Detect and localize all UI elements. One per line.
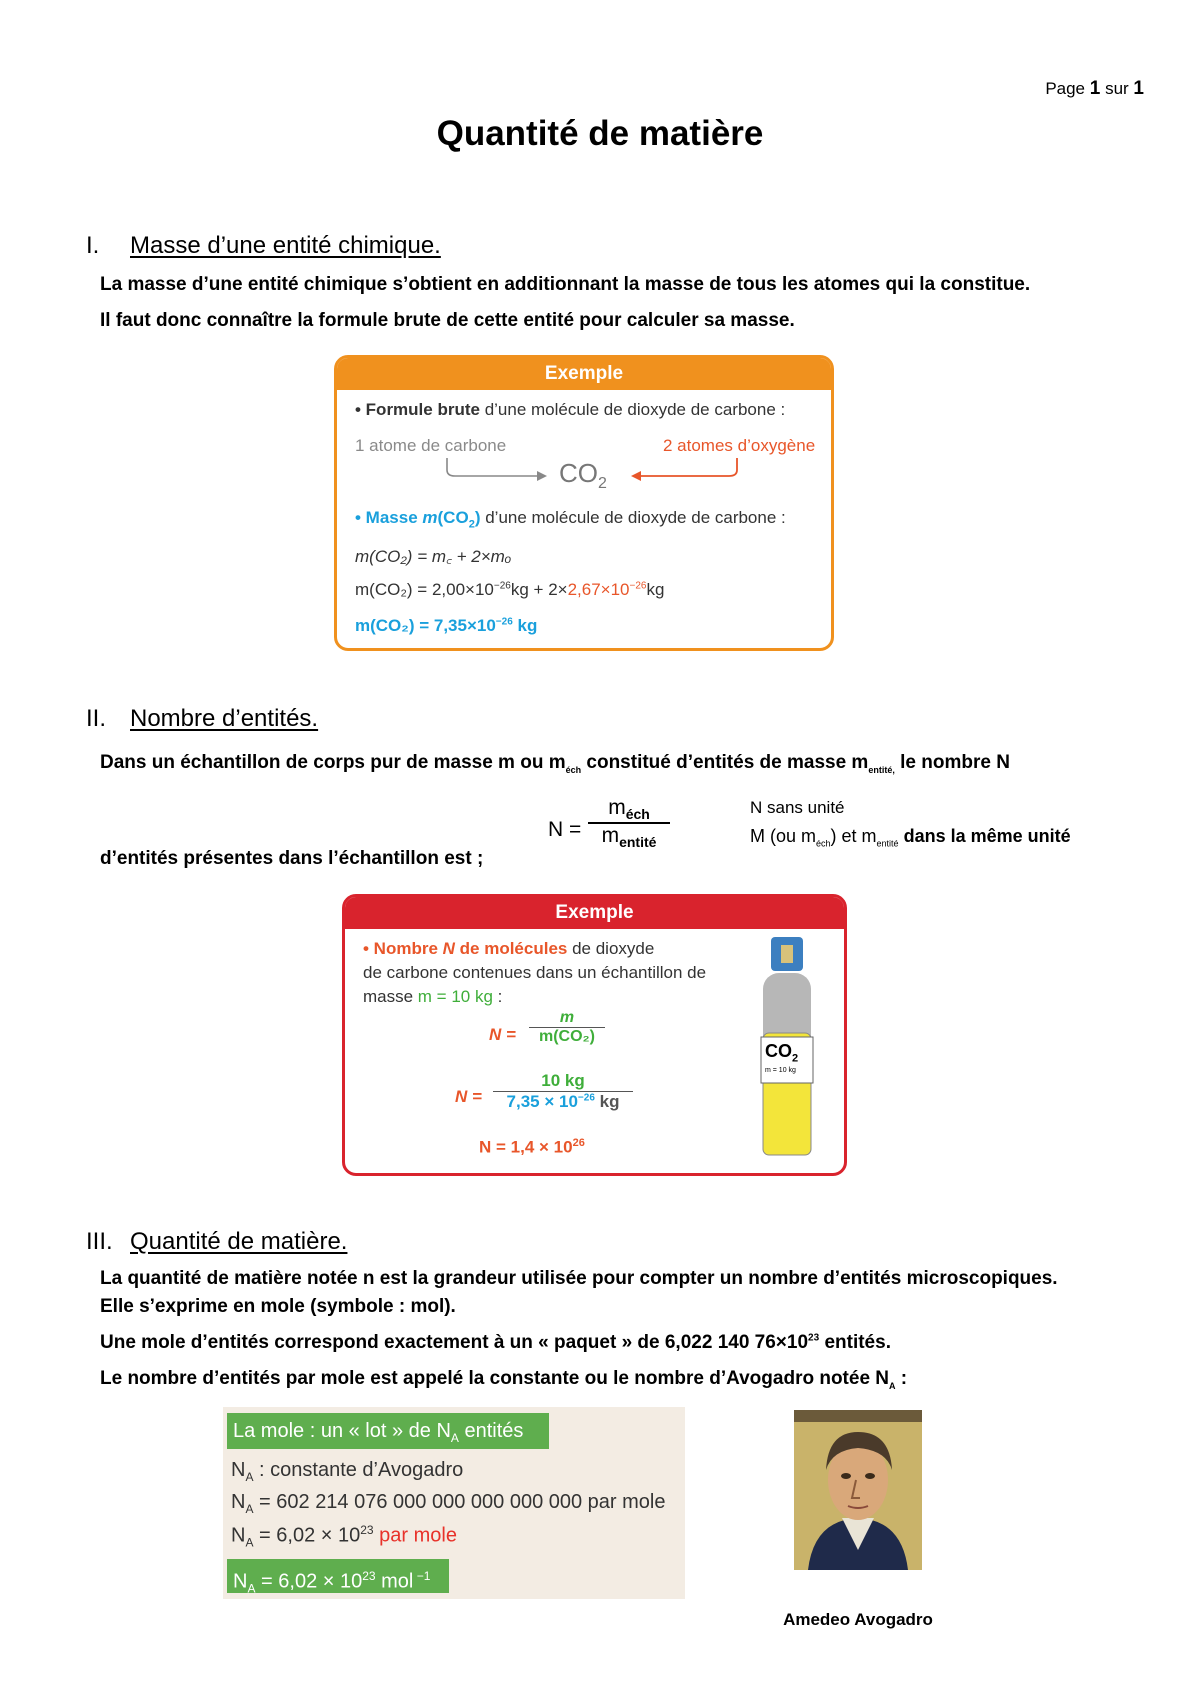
example1-line-mass: • Masse $m(CO_2)$ d’une molécule de dioxyde de carbone : bbox=[355, 508, 786, 531]
page-title: Quantité de matière bbox=[436, 114, 764, 153]
section1-paragraph-2: Il faut donc connaître la formule brute de cette entité pour calculer sa masse. bbox=[100, 310, 795, 331]
example-header: Exemple bbox=[337, 358, 831, 390]
mole-line-2: $N_A = 602$ 214 076 000 000 000 000 000 par mole bbox=[231, 1491, 666, 1516]
formula-note-2: M (ou $m_{éch}$) et $m_{entité}$ dans la même unité bbox=[750, 826, 1071, 849]
mole-box-footer: $N_A = 6,02 \times 10^{23}$ mol $^{-1}$ bbox=[227, 1559, 449, 1593]
formula-denominator: $m_{entité}$ bbox=[601, 824, 657, 851]
page-number: Page 1 sur 1 bbox=[1045, 78, 1144, 99]
portrait-icon bbox=[794, 1410, 922, 1570]
mole-line-1: $N_A$ : constante d’Avogadro bbox=[231, 1459, 464, 1484]
example2-f2-lhs: N = bbox=[455, 1087, 482, 1106]
example2-result: $N = 1,4 \times 10^{26}$ bbox=[479, 1137, 585, 1157]
section3-paragraph-1: La quantité de matière notée n est la grandeur utilisée pour compter un nombre d’entités microscopiques. bbox=[100, 1268, 1058, 1289]
example1-line-formula: • Formule brute d’une molécule de dioxyde de carbone : bbox=[355, 400, 786, 419]
section-heading-3: III. Quantité de matière. bbox=[86, 1228, 348, 1255]
example-box-co2-mass bbox=[334, 355, 834, 651]
section3-paragraph-4: Le nombre d’entités par mole est appelé la constante ou le nombre d’Avogadro notée $N_A$ : bbox=[100, 1368, 908, 1391]
formula-numerator: $m_{éch}$ bbox=[608, 796, 650, 823]
example2-fraction-2: 10 kg $7,35 \times 10^{-26}$ kg bbox=[493, 1071, 633, 1112]
co2-formula: $CO_2$ bbox=[559, 458, 607, 493]
formula-lhs: N = bbox=[548, 818, 582, 841]
section2-paragraph-2: d’entités présentes dans l’échantillon est ; bbox=[100, 848, 484, 869]
mole-line-3: $N_A = 6,02 \times 10^{23}$ par mole bbox=[231, 1523, 457, 1550]
section3-paragraph-3: Une mole d’entités correspond exactement à un « paquet » de 6,022 140 $76\times 10^{23}$ entités. bbox=[100, 1332, 891, 1353]
section3-paragraph-2: Elle s’exprime en mole (symbole : mol). bbox=[100, 1296, 456, 1317]
formula-note-1: N sans unité bbox=[750, 798, 845, 817]
example2-f1-lhs: N = bbox=[489, 1025, 516, 1044]
example2-fraction-1: m m(CO₂) bbox=[529, 1009, 605, 1046]
mole-definition-box bbox=[223, 1407, 685, 1599]
bottle-mass: m = 10 kg bbox=[765, 1067, 796, 1074]
example2-line-3: masse m = 10 kg : bbox=[363, 987, 503, 1006]
example1-equation-2: $m(CO_2) = 2,00\times 10^{-26}kg + 2\times 2,67\times 10^{-26}kg$ bbox=[355, 580, 665, 599]
section1-paragraph-1: La masse d’une entité chimique s’obtient en additionnant la masse de tous les atomes qui la constitue. bbox=[100, 274, 1031, 295]
example-box-molecule-count bbox=[342, 894, 847, 1176]
example1-result: $m(CO_2) = 7,35\times 10^{-26}$ kg bbox=[355, 616, 538, 635]
bottle-label: $CO_2$ bbox=[765, 1041, 799, 1065]
section-heading-2: II. Nombre d’entités. bbox=[86, 705, 319, 732]
example1-equation-1: m(CO₂) = m꜀ + 2×mₒ bbox=[355, 547, 512, 566]
section-heading-1: I. Masse d’une entité chimique. bbox=[86, 232, 441, 259]
example2-line-1: • Nombre N de molécules de dioxyde bbox=[363, 939, 655, 958]
co2-gas-bottle bbox=[757, 933, 817, 1163]
portrait-caption: Amedeo Avogadro bbox=[783, 1610, 933, 1629]
mole-box-header: La mole : un « lot » de $N_A$ entités bbox=[227, 1413, 549, 1449]
example2-line-2: de carbone contenues dans un échantillon de bbox=[363, 963, 707, 982]
carbon-label: 1 atome de carbone bbox=[355, 436, 507, 455]
avogadro-portrait bbox=[794, 1410, 922, 1570]
oxygen-label: 2 atomes d’oxygène bbox=[663, 436, 816, 455]
section2-paragraph-1: Dans un échantillon de corps pur de masse m ou $m_{éch}$ constitué d’entités de masse $m_{entité,}$ le nombre N bbox=[100, 752, 1010, 775]
formula-fraction bbox=[588, 796, 670, 850]
example-header: Exemple bbox=[345, 897, 844, 929]
